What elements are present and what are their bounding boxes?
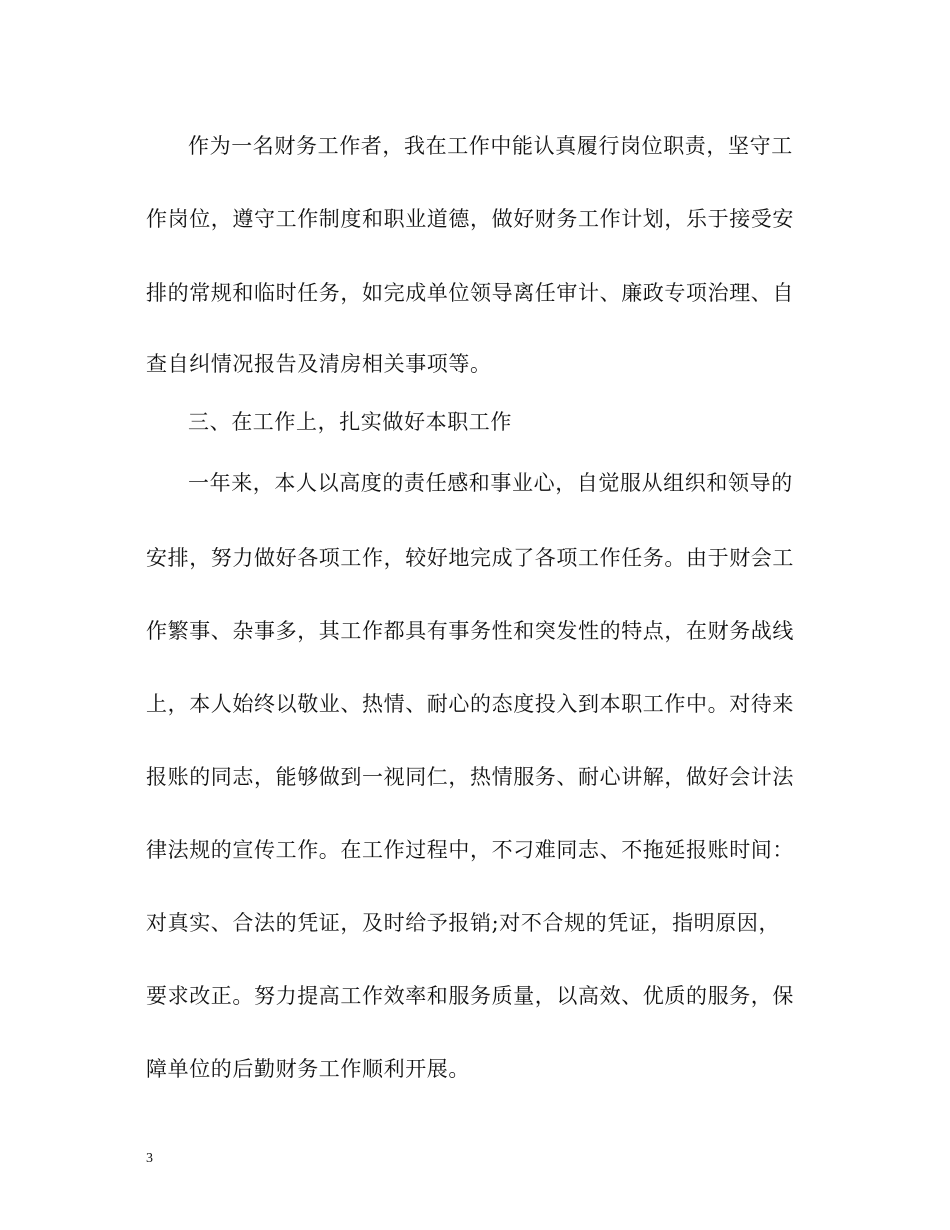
- paragraph-2-line-1: 一年来，本人以高度的责任感和事业心，自觉服从组织和领导的: [188, 471, 793, 495]
- paragraph-2-line-5: 报账的同志，能够做到一视同仁，热情服务、耐心讲解，做好会计法: [146, 765, 794, 789]
- paragraph-1-line-3: 排的常规和临时任务，如完成单位领导离任审计、廉政专项治理、自: [146, 281, 794, 305]
- paragraph-1-line-4: 查自纠情况报告及清房相关事项等。: [146, 352, 492, 376]
- paragraph-2-line-9: 障单位的后勤财务工作顺利开展。: [146, 1057, 470, 1081]
- paragraph-2-line-2: 安排，努力做好各项工作，较好地完成了各项工作任务。由于财会工: [146, 546, 794, 570]
- paragraph-2-line-6: 律法规的宣传工作。在工作过程中，不刁难同志、不拖延报账时间：: [146, 838, 794, 862]
- paragraph-1-line-1: 作为一名财务工作者，我在工作中能认真履行岗位职责，坚守工: [188, 134, 793, 158]
- page-number: 3: [146, 1151, 153, 1166]
- paragraph-2-line-3: 作繁事、杂事多，其工作都具有事务性和突发性的特点，在财务战线: [146, 619, 794, 643]
- paragraph-2-line-8: 要求改正。努力提高工作效率和服务质量，以高效、优质的服务，保: [146, 984, 794, 1008]
- paragraph-1-line-2: 作岗位，遵守工作制度和职业道德，做好财务工作计划，乐于接受安: [146, 207, 794, 231]
- section-heading: 三、在工作上，扎实做好本职工作: [188, 410, 512, 434]
- paragraph-2-line-4: 上，本人始终以敬业、热情、耐心的态度投入到本职工作中。对待来: [146, 692, 794, 716]
- paragraph-2-line-7: 对真实、合法的凭证，及时给予报销;对不合规的凭证，指明原因，: [146, 911, 781, 935]
